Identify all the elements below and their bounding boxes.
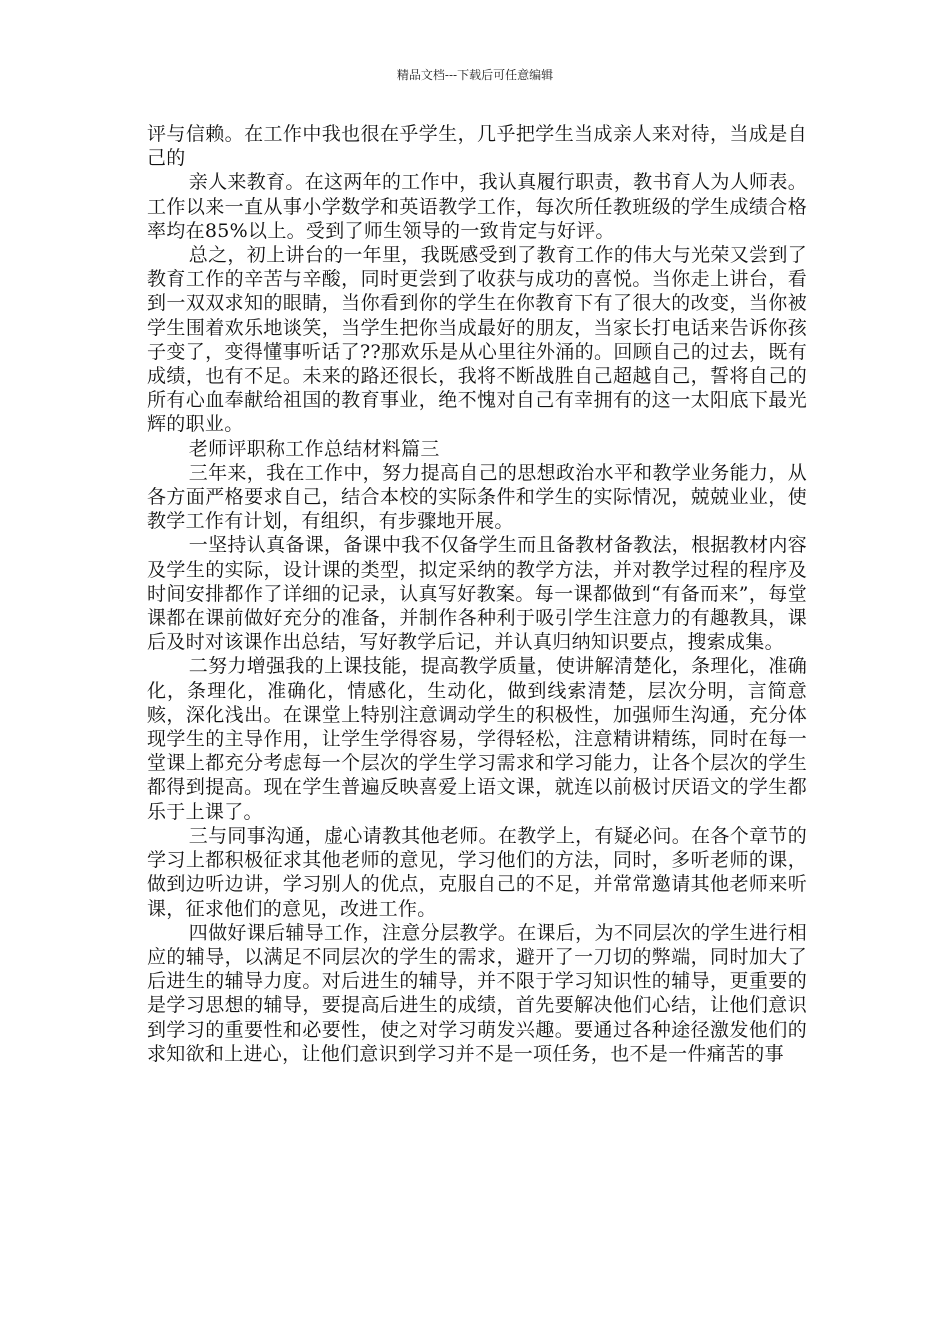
paragraph: 评与信赖。在工作中我也很在乎学生，几乎把学生当成亲人来对待，当成是自己的 bbox=[147, 123, 807, 170]
paragraph: 四做好课后辅导工作，注意分层教学。在课后，为不同层次的学生进行相应的辅导，以满足不同层次的学生的需求，避开了一刀切的弊端，同时加大了后进生的辅导力度。对后进生的辅导，并不限于学习知识性的辅导，更重要的是学习思想的辅导，要提高后进生的成绩，首先要解决他们心结，让他们意识到学习的重要性和必要性，使之对学习萌发兴趣。要通过各种途径激发他们的求知欲和上进心，让他们意识到学习并不是一项任务，也不是一件痛苦的事 bbox=[147, 921, 807, 1065]
paragraph: 亲人来教育。在这两年的工作中，我认真履行职责，教书育人为人师表。工作以来一直从事小学数学和英语教学工作，每次所任教班级的学生成绩合格率均在85%以上。受到了师生领导的一致肯定与好评。 bbox=[147, 171, 807, 242]
page-header: 精品文档---下载后可任意编辑 bbox=[396, 68, 554, 82]
paragraph: 总之，初上讲台的一年里，我既感受到了教育工作的伟大与光荣又尝到了教育工作的辛苦与辛酸，同时更尝到了收获与成功的喜悦。当你走上讲台，看到一双双求知的眼睛，当你看到你的学生在你教育下有了很大的改变，当你被学生围着欢乐地谈笑，当学生把你当成最好的朋友，当家长打电话来告诉你孩子变了，变得懂事听话了??那欢乐是从心里往外涌的。回顾自己的过去，既有成绩，也有不足。未来的路还很长，我将不断战胜自己超越自己，誓将自己的所有心血奉献给祖国的教育事业，绝不愧对自己有幸拥有的这一太阳底下最光辉的职业。 bbox=[147, 244, 807, 436]
document-body bbox=[147, 122, 807, 1066]
paragraph: 一坚持认真备课，备课中我不仅备学生而且备教材备教法，根据教材内容及学生的实际，设计课的类型，拟定采纳的教学方法，并对教学过程的程序及时间安排都作了详细的记录，认真写好教案。每一课都做到“有备而来”，每堂课都在课前做好充分的准备，并制作各种利于吸引学生注意力的有趣教具，课后及时对该课作出总结，写好教学后记，并认真归纳知识要点，搜索成集。 bbox=[147, 534, 807, 654]
paragraph: 三年来，我在工作中，努力提高自己的思想政治水平和教学业务能力，从各方面严格要求自己，结合本校的实际条件和学生的实际情况，兢兢业业，使教学工作有计划，有组织，有步骤地开展。 bbox=[147, 461, 807, 533]
section-heading: 老师评职称工作总结材料篇三 bbox=[188, 437, 440, 460]
paragraph: 三与同事沟通，虚心请教其他老师。在教学上，有疑必问。在各个章节的学习上都积极征求其他老师的意见，学习他们的方法，同时，多听老师的课，做到边听边讲，学习别人的优点，克服自己的不足，并常常邀请其他老师来听课，征求他们的意见，改进工作。 bbox=[147, 824, 807, 920]
paragraph: 二努力增强我的上课技能，提高教学质量，使讲解清楚化，条理化，准确化，条理化，准确化，情感化，生动化，做到线索清楚，层次分明，言简意赅，深化浅出。在课堂上特别注意调动学生的积极性，加强师生沟通，充分体现学生的主导作用，让学生学得容易，学得轻松，注意精讲精练，同时在每一堂课上都充分考虑每一个层次的学生学习需求和学习能力，让各个层次的学生都得到提高。现在学生普遍反映喜爱上语文课，就连以前极讨厌语文的学生都乐于上课了。 bbox=[147, 655, 807, 823]
